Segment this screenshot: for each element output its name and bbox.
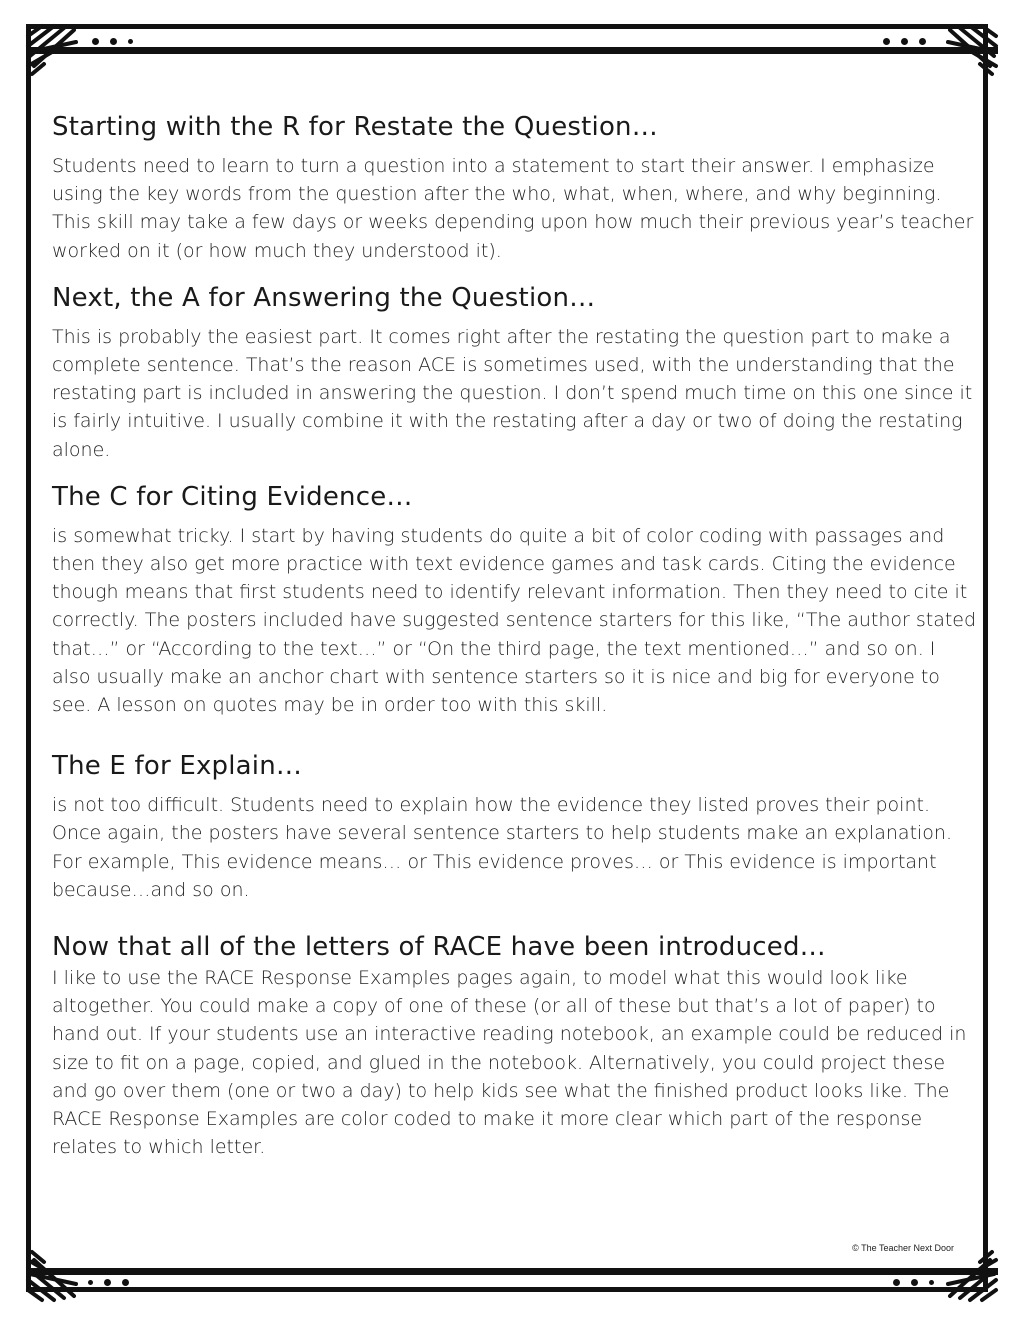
top-right-dots: [883, 38, 926, 45]
dot-icon: [911, 1279, 918, 1286]
dot-icon: [92, 38, 99, 45]
section-body: This is probably the easiest part. It comes right after the restating the question part to make a complete sentence. That’s the reason ACE is sometimes used, with the understanding that the restating part is included in answering the question. I don’t spend much time on this one since it is fairly intuitive. I usually combine it with the restating after a day or two of doing the restating alone.: [52, 325, 973, 461]
section-heading: Starting with the R for Restate the Question…: [52, 112, 658, 142]
section-body: is not too difficult. Students need to explain how the evidence they listed proves their point. Once again, the posters have several sentence starters to help students make an explanation. For example, This evidence means… or This evidence proves… or This evidence is important because…and so on.: [52, 794, 953, 901]
top-border-bar: [26, 47, 998, 54]
section-heading: The E for Explain…: [52, 751, 303, 782]
dot-icon: [110, 38, 117, 45]
dot-icon: [901, 38, 908, 45]
section-heading: Now that all of the letters of RACE have been introduced…: [52, 932, 826, 963]
section-heading: Next, the A for Answering the Question…: [52, 282, 596, 313]
section-cite: [52, 480, 977, 719]
dot-icon: [88, 1280, 93, 1285]
scribble-corner-icon: [24, 22, 80, 78]
dot-icon: [128, 39, 133, 44]
dot-icon: [104, 1279, 111, 1286]
main-content: [52, 110, 977, 1161]
dot-icon: [929, 1280, 934, 1285]
bottom-right-dots: [893, 1279, 934, 1286]
section-answer: [52, 281, 977, 464]
dot-icon: [919, 38, 926, 45]
section-explain: [52, 749, 977, 904]
dot-icon: [883, 38, 890, 45]
dot-icon: [122, 1279, 129, 1286]
section-body: is somewhat tricky. I start by having students do quite a bit of color coding with passages and then they also get more practice with text evidence games and task cards. Citing the evidence though means that first students need to identify relevant information. Then they need to cite it correctly. The posters included have suggested sentence starters for this like, “The author stated that…” or “According to the text…” or “On the third page, the text mentioned…” and so on. I also usually make an anchor chart with sentence starters so it is nice and big for everyone to see. A lesson on quotes may be in order too with this skill.: [52, 524, 977, 717]
scribble-corner-icon: [944, 22, 1000, 78]
copyright-notice: © The Teacher Next Door: [852, 1243, 954, 1253]
section-restate: [52, 110, 977, 265]
section-body: I like to use the RACE Response Examples pages again, to model what this would look like altogether. You could make a copy of one of these (or all of these but that’s a lot of paper) to hand out. If your students use an interactive reading notebook, an example could be reduced in size to fit on a page, copied, and glued in the notebook. Alternatively, you could project these and go over them (one or two a day) to help kids see what the finished product looks like. The RACE Response Examples are color coded to make it more clear which part of the response relates to which letter.: [52, 967, 967, 1159]
dot-icon: [893, 1279, 900, 1286]
section-body: Students need to learn to turn a question into a statement to start their answer. I emphasize using the key words from the question after the who, what, when, where, and why beginning. This skill may take a few days or weeks depending upon how much their previous year’s teacher worked on it (or how much they understood it).: [52, 155, 974, 262]
section-race-introduced: [52, 930, 977, 1161]
scribble-corner-icon: [944, 1248, 1000, 1304]
top-left-dots: [92, 38, 133, 45]
bottom-border-bar: [26, 1268, 998, 1275]
section-heading: The C for Citing Evidence…: [52, 481, 413, 512]
bottom-left-dots: [88, 1279, 129, 1286]
scribble-corner-icon: [24, 1248, 80, 1304]
